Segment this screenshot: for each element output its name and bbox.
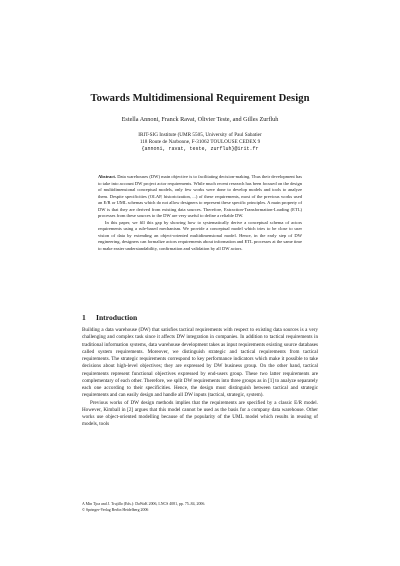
body-paragraph-2: Previous works of DW design methods implies that the requirements are specified by a classic E/R model. However, Kimball in [2] argues that this model cannot be used as the basis for a company data warehouse. Other works use object-oriented modelling because of the popularity of the UML model which results in reusing of models, tools (82, 399, 318, 428)
paper-title: Towards Multidimensional Requirement Design (90, 93, 310, 104)
section-title: Introduction (96, 313, 138, 322)
affiliation-block (82, 132, 318, 154)
footnote-citation: A Min Tjoa and J. Trujillo (Eds.): DaWaK 2006, LNCS 4081, pp. 75–84, 2006. (82, 502, 206, 506)
abstract (98, 174, 302, 253)
abstract-label: Abstract. (98, 174, 117, 179)
affiliation-line-1: IRIT-SIG Institute (UMR 5505, University of Paul Sabatier (138, 132, 262, 138)
footnote-copyright: © Springer-Verlag Berlin Heidelberg 2006 (82, 507, 149, 512)
body-paragraph-1: Building a data warehouse (DW) that satisfies tactical requirements with respect to existing data sources is a very challenging and complex task since it affects DW integration in companies. In addition to tactical requirements in traditional information systems, data warehouse development takes as input requirements existing source databases called system requirements. Moreover, we distinguish strategic and tactical requirements from tactical requirements. The strategic requirements correspond to key performance indicators which make it possible to take decisions about high-level objectives; they are expressed by DW business group. On the other hand, tactical requirements represent functional objectives expressed by end-users group. These two latter requirements are complementary of each other. Therefore, we split DW requirements into three groups as in [1] to analyze separately each one according to their specificities. Hence, the design must distinguish between tactical and strategic requirements and can easily design and handle all DW inputs (tactical, strategic, system). (82, 327, 318, 399)
abstract-text-1: Data warehouses (DW) main objective is to facilitating decision-making. Thus their development has to take into account DW project actor requirements. While much recent research has been focused on the design of multidimensional conceptual models, only few works were done to develop models and tools to analyze them. Despite specificities (OLAP, historicization, ...) of these requirements, most of the previous works used an E/R or UML schemas which do not allow designers to represent these specific principles. A main property of DW is that they are derived from existing data sources. Therefore, Extraction-Transformation-Loading (ETL) processes from these sources to the DW are very useful to define a reliable DW. (98, 174, 302, 219)
abstract-paragraph-2: In this paper, we fill this gap by showing how to systematically derive a conceptual schema of actors requirements using a rule-based mechanism. We provide a conceptual model which tries to be close to user vision of data by extending an object-oriented multidimensional model. Hence, in the early step of DW engineering, designers can formalize actors requirements about information and ETL processes at the same time to make easier understandability, confirmation and validation by all DW actors. (98, 219, 302, 252)
section-number: 1 (82, 313, 86, 322)
body-text (82, 327, 318, 429)
section-heading (82, 313, 137, 322)
affiliation-line-2: 118 Route de Narbonne, F-31062 TOULOUSE CEDEX 9 (139, 139, 261, 146)
author-list: Estella Annoni, Franck Ravat, Olivier Teste, and Gilles Zurfluh (121, 116, 279, 123)
footnote (82, 502, 318, 513)
author-emails: {annoni, ravat, teste, zurfluh}@irit.fr (141, 146, 259, 153)
abstract-paragraph-1 (98, 174, 302, 220)
